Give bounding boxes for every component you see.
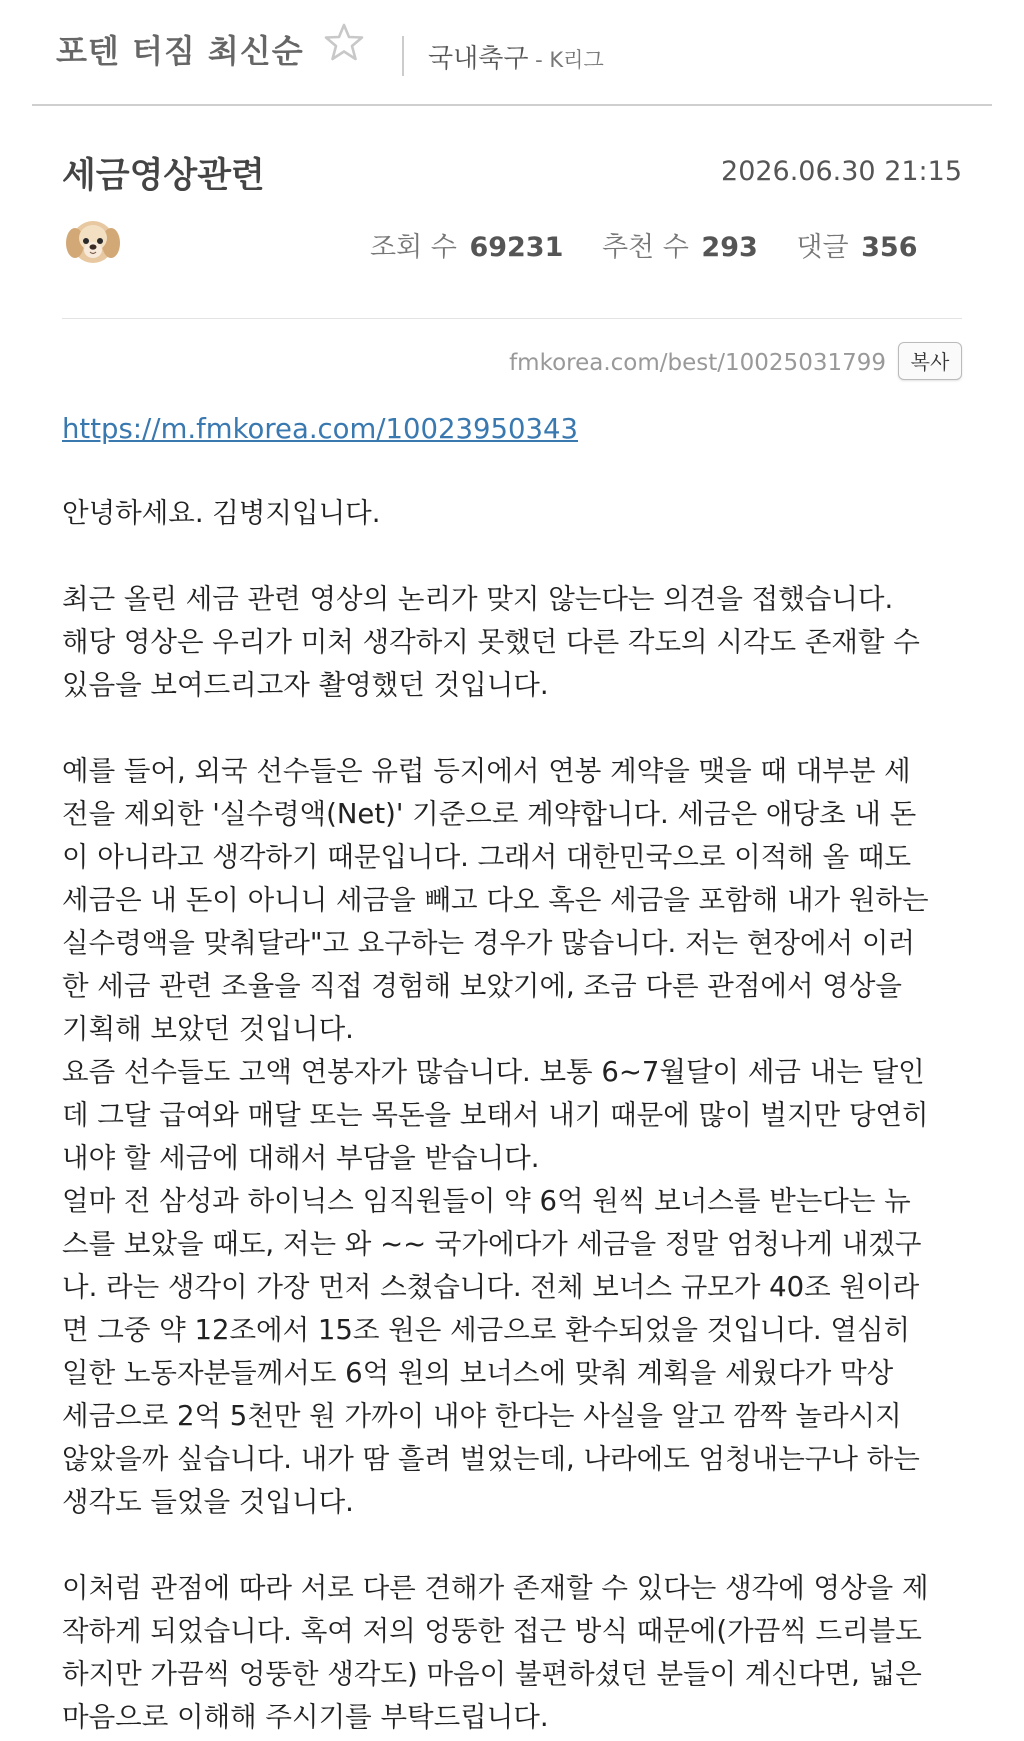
body-text-line: 최근 올린 세금 관련 영상의 논리가 맞지 않는다는 의견을 접했습니다. xyxy=(62,583,894,615)
copy-url-button[interactable]: 복사 xyxy=(898,342,962,380)
body-text-line: 예를 들어, 외국 선수들은 유럽 등지에서 연봉 계약을 맺을 때 대부분 세 xyxy=(62,755,911,787)
post-content xyxy=(62,408,972,1739)
body-text-line: 있음을 보여드리고자 촬영했던 것입니다. xyxy=(62,669,549,701)
paragraph-gap xyxy=(62,1524,972,1567)
likes-label: 추천 수 xyxy=(601,232,689,263)
post-title: 세금영상관련 xyxy=(62,156,265,196)
category-sub: - K리그 xyxy=(528,48,604,72)
views-count: 69231 xyxy=(469,232,564,263)
category-main: 국내축구 xyxy=(428,44,529,74)
body-text-line: 전을 제외한 '실수령액(Net)' 기준으로 계약합니다. 세금은 애당초 내 돈 xyxy=(62,798,917,830)
body-text-line: 스를 보았을 때도, 저는 와 ~~ 국가에다가 세금을 정말 엄청나게 내겠구 xyxy=(62,1228,922,1260)
body-text-line: 하지만 가끔씩 엉뚱한 생각도) 마음이 불편하셨던 분들이 계신다면, 넓은 xyxy=(62,1658,922,1690)
board-title[interactable]: 포텐 터짐 최신순 xyxy=(56,32,304,70)
post-date: 2026.06.30 21:15 xyxy=(721,156,962,187)
short-url: fmkorea.com/best/10025031799 xyxy=(509,350,886,376)
post-stats xyxy=(370,225,948,264)
body-text-line: 작하게 되었습니다. 혹여 저의 엉뚱한 접근 방식 때문에(가끔씩 드리블도 xyxy=(62,1615,922,1647)
body-text-line: 이 아니라고 생각하기 때문입니다. 그래서 대한민국으로 이적해 올 때도 xyxy=(62,841,912,873)
body-text-line: 세금으로 2억 5천만 원 가까이 내야 한다는 사실을 알고 깜짝 놀라시지 xyxy=(62,1400,902,1432)
body-text-line: 생각도 들었을 것입니다. xyxy=(62,1486,354,1518)
body-text-line: 안녕하세요. 김병지입니다. xyxy=(62,497,381,529)
body-text-line: 나. 라는 생각이 가장 먼저 스쳤습니다. 전체 보너스 규모가 40조 원이라 xyxy=(62,1271,920,1303)
body-text-line: 데 그달 급여와 매달 또는 목돈을 보태서 내기 때문에 많이 벌지만 당연히 xyxy=(62,1099,929,1131)
body-text-line: 요즘 선수들도 고액 연봉자가 많습니다. 보통 6~7월달이 세금 내는 달인 xyxy=(62,1056,925,1088)
meta-divider xyxy=(62,318,962,319)
paragraph-gap xyxy=(62,707,972,750)
body-text-line: 마음으로 이해해 주시기를 부탁드립니다. xyxy=(62,1701,549,1733)
board-header xyxy=(32,0,992,106)
body-text-line: 세금은 내 돈이 아니니 세금을 빼고 다오 혹은 세금을 포함해 내가 원하는 xyxy=(62,884,929,916)
body-text-line: 면 그중 약 12조에서 15조 원은 세금으로 환수되었을 것입니다. 열심히 xyxy=(62,1314,911,1346)
body-text-line: 실수령액을 맞춰달라"고 요구하는 경우가 많습니다. 저는 현장에서 이러 xyxy=(62,927,915,959)
likes-count: 293 xyxy=(701,232,758,263)
body-text-line: 일한 노동자분들께서도 6억 원의 보너스에 맞춰 계획을 세웠다가 막상 xyxy=(62,1357,894,1389)
views-label: 조회 수 xyxy=(370,232,457,263)
board-category[interactable] xyxy=(428,38,604,75)
body-text-line: 한 세금 관련 조율을 직접 경험해 보았기에, 조금 다른 관점에서 영상을 xyxy=(62,970,902,1002)
puppy-avatar-icon[interactable] xyxy=(62,216,124,270)
body-text-line: 내야 할 세금에 대해서 부담을 받습니다. xyxy=(62,1142,540,1174)
comments-label: 댓글 xyxy=(796,232,849,263)
body-text-line: 않았을까 싶습니다. 내가 땀 흘려 벌었는데, 나라에도 엄청내는구나 하는 xyxy=(62,1443,920,1475)
header-divider xyxy=(402,36,404,76)
body-text-line: 해당 영상은 우리가 미처 생각하지 못했던 다른 각도의 시각도 존재할 수 xyxy=(62,626,920,658)
comments-stat[interactable] xyxy=(796,232,917,263)
body-text-line: 이처럼 관점에 따라 서로 다른 견해가 존재할 수 있다는 생각에 영상을 제 xyxy=(62,1572,929,1604)
post-body xyxy=(62,492,972,1739)
body-text-line: 기획해 보았던 것입니다. xyxy=(62,1013,354,1045)
views-stat xyxy=(370,232,563,263)
likes-stat xyxy=(602,232,758,263)
source-link[interactable]: https://m.fmkorea.com/10023950343 xyxy=(62,413,579,445)
star-icon[interactable] xyxy=(324,22,364,62)
paragraph-gap xyxy=(62,535,972,578)
comments-count: 356 xyxy=(861,232,918,263)
body-text-line: 얼마 전 삼성과 하이닉스 임직원들이 약 6억 원씩 보너스를 받는다는 뉴 xyxy=(62,1185,911,1217)
